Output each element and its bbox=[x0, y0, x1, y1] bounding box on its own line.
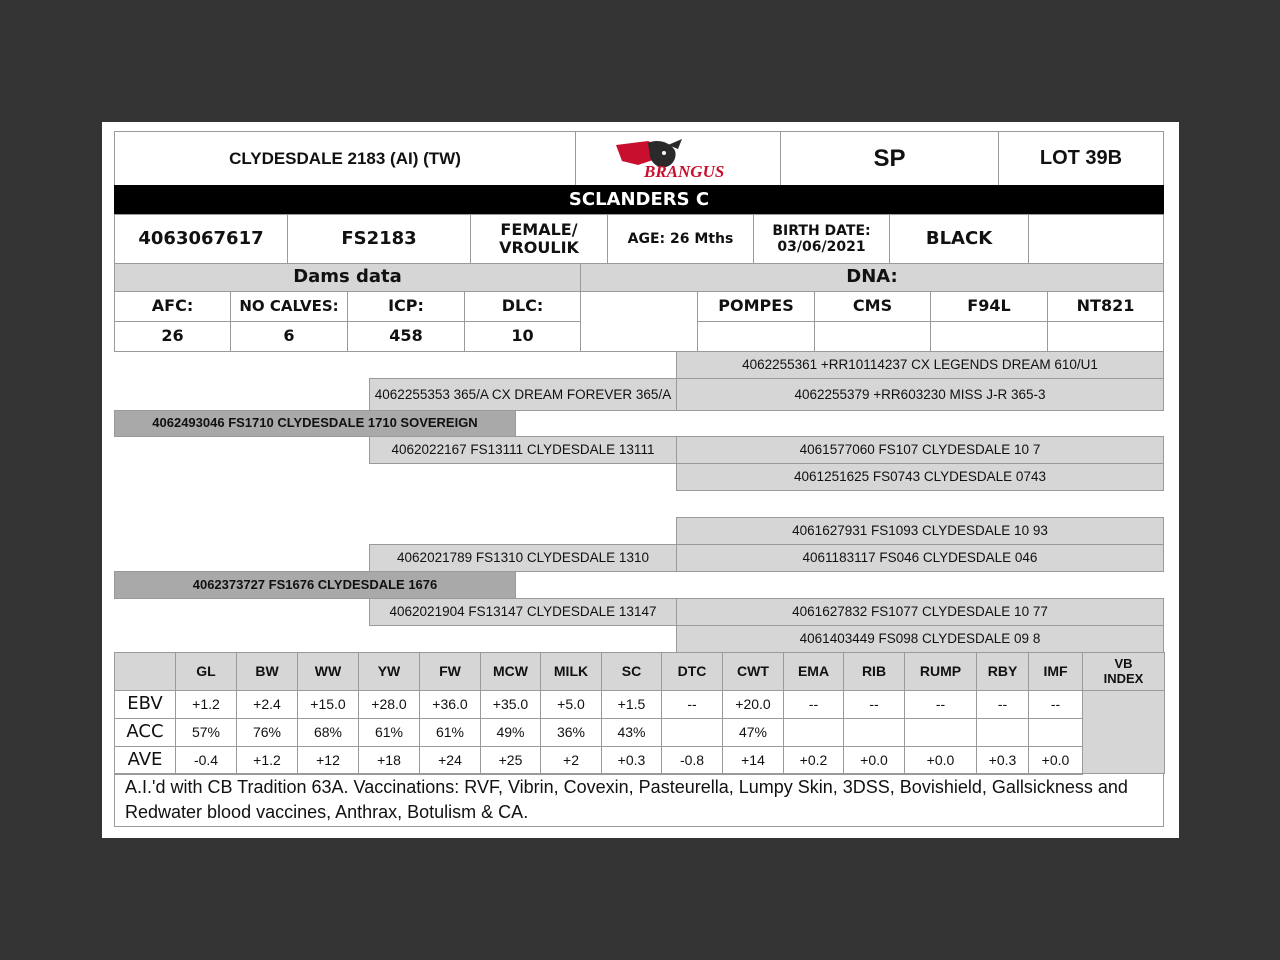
dams-value-dlc: 10 bbox=[464, 321, 581, 352]
ebv-header-dtc: DTC bbox=[661, 652, 723, 691]
ebv-cell: 68% bbox=[297, 718, 359, 747]
ebv-header-rib: RIB bbox=[843, 652, 905, 691]
pedigree-dd-sire: 4061627832 FS1077 CLYDESDALE 10 77 bbox=[676, 598, 1164, 626]
dna-title: DNA: bbox=[580, 263, 1164, 292]
notes: A.I.'d with CB Tradition 63A. Vaccinations: RVF, Vibrin, Covexin, Pasteurella, Lumpy Skin, 3DSS, Bovishield, Gallsickness and Redwater blood vaccines, Anthrax, Botulism & CA. bbox=[114, 773, 1164, 827]
ebv-cell: +0.2 bbox=[783, 746, 844, 775]
ebv-header-gl: GL bbox=[175, 652, 237, 691]
ebv-cell: +18 bbox=[358, 746, 420, 775]
ebv-row-label: EBV bbox=[114, 690, 176, 719]
animal-age: AGE: 26 Mths bbox=[607, 214, 754, 264]
dna-blank bbox=[580, 291, 698, 352]
ebv-row-label: ACC bbox=[114, 718, 176, 747]
dams-header-dlc: DLC: bbox=[464, 291, 581, 322]
ebv-cell: 61% bbox=[358, 718, 420, 747]
pedigree-ds-dam: 4061183117 FS046 CLYDESDALE 046 bbox=[676, 544, 1164, 572]
ebv-cell bbox=[904, 718, 977, 747]
ebv-header-fw: FW bbox=[419, 652, 481, 691]
dna-header-f94l: F94L bbox=[930, 291, 1048, 322]
birth-value: 03/06/2021 bbox=[777, 239, 866, 255]
dna-header-pompes: POMPES bbox=[697, 291, 815, 322]
brand-logo bbox=[575, 131, 781, 186]
pedigree-sd-sire: 4061577060 FS107 CLYDESDALE 10 7 bbox=[676, 436, 1164, 464]
ebv-header-sc: SC bbox=[601, 652, 662, 691]
ebv-cell: +24 bbox=[419, 746, 481, 775]
ebv-cell: +36.0 bbox=[419, 690, 481, 719]
ebv-cell: +2 bbox=[540, 746, 602, 775]
ebv-cell bbox=[843, 718, 905, 747]
dna-value-f94l bbox=[930, 321, 1048, 352]
ebv-cell: +14 bbox=[722, 746, 784, 775]
ebv-cell: +1.2 bbox=[175, 690, 237, 719]
ebv-header-cwt: CWT bbox=[722, 652, 784, 691]
ebv-cell: 61% bbox=[419, 718, 481, 747]
ebv-header-mcw: MCW bbox=[480, 652, 541, 691]
dams-value-icp: 458 bbox=[347, 321, 465, 352]
ebv-cell: +0.0 bbox=[904, 746, 977, 775]
ebv-cell: +1.2 bbox=[236, 746, 298, 775]
ebv-cell: 76% bbox=[236, 718, 298, 747]
pedigree-dam: 4062373727 FS1676 CLYDESDALE 1676 bbox=[114, 571, 516, 599]
ebv-cell: -- bbox=[843, 690, 905, 719]
pedigree-dam-dam: 4062021904 FS13147 CLYDESDALE 13147 bbox=[369, 598, 677, 626]
lot-card bbox=[102, 122, 1179, 838]
ebv-header-rump: RUMP bbox=[904, 652, 977, 691]
ebv-cell: -- bbox=[1028, 690, 1083, 719]
dna-header-nt821: NT821 bbox=[1047, 291, 1164, 322]
dna-header-cms: CMS bbox=[814, 291, 931, 322]
ebv-row-label: AVE bbox=[114, 746, 176, 775]
birth-date bbox=[753, 214, 890, 264]
ebv-cell: 43% bbox=[601, 718, 662, 747]
dna-value-nt821 bbox=[1047, 321, 1164, 352]
ebv-cell: +1.5 bbox=[601, 690, 662, 719]
category-badge: SP bbox=[780, 131, 999, 186]
index-line2: INDEX bbox=[1103, 670, 1144, 686]
ebv-header-ww: WW bbox=[297, 652, 359, 691]
pedigree-dam-sire: 4062021789 FS1310 CLYDESDALE 1310 bbox=[369, 544, 677, 572]
animal-id: 4063067617 bbox=[114, 214, 288, 264]
ebv-cell bbox=[783, 718, 844, 747]
ebv-cell: +0.3 bbox=[976, 746, 1029, 775]
index-line1: VB bbox=[1114, 655, 1133, 671]
pedigree-ss-dam: 4062255379 +RR603230 MISS J-R 365-3 bbox=[676, 378, 1164, 411]
dams-header-icp: ICP: bbox=[347, 291, 465, 322]
ebv-cell: +15.0 bbox=[297, 690, 359, 719]
dna-value-pompes bbox=[697, 321, 815, 352]
ebv-cell bbox=[661, 718, 723, 747]
animal-tag: FS2183 bbox=[287, 214, 471, 264]
ebv-cell: -- bbox=[904, 690, 977, 719]
animal-color: BLACK bbox=[889, 214, 1029, 264]
pedigree-ss-sire: 4062255361 +RR10114237 CX LEGENDS DREAM 610/U1 bbox=[676, 351, 1164, 379]
ebv-cell bbox=[976, 718, 1029, 747]
info-extra bbox=[1028, 214, 1164, 264]
dams-title: Dams data bbox=[114, 263, 581, 292]
sex-line1: FEMALE/ bbox=[500, 219, 578, 239]
ebv-header-rby: RBY bbox=[976, 652, 1029, 691]
animal-sex bbox=[470, 214, 608, 264]
ebv-cell: 47% bbox=[722, 718, 784, 747]
ebv-cell: 57% bbox=[175, 718, 237, 747]
ebv-cell: +25 bbox=[480, 746, 541, 775]
animal-name: CLYDESDALE 2183 (AI) (TW) bbox=[114, 131, 576, 186]
pedigree-ds-sire: 4061627931 FS1093 CLYDESDALE 10 93 bbox=[676, 517, 1164, 545]
ebv-cell: -0.4 bbox=[175, 746, 237, 775]
ebv-cell: +5.0 bbox=[540, 690, 602, 719]
ebv-cell: +0.0 bbox=[1028, 746, 1083, 775]
dna-value-cms bbox=[814, 321, 931, 352]
ebv-header-imf: IMF bbox=[1028, 652, 1083, 691]
brangus-logo-icon bbox=[608, 137, 748, 181]
ebv-header-ema: EMA bbox=[783, 652, 844, 691]
lot-number: LOT 39B bbox=[998, 131, 1164, 186]
ebv-cell: 36% bbox=[540, 718, 602, 747]
ebv-cell: +2.4 bbox=[236, 690, 298, 719]
ebv-cell: -- bbox=[783, 690, 844, 719]
ebv-cell: +0.0 bbox=[843, 746, 905, 775]
ebv-cell: -- bbox=[976, 690, 1029, 719]
ebv-cell: 49% bbox=[480, 718, 541, 747]
ebv-header-milk: MILK bbox=[540, 652, 602, 691]
ebv-cell: +12 bbox=[297, 746, 359, 775]
ebv-cell: -- bbox=[661, 690, 723, 719]
pedigree-sire-sire: 4062255353 365/A CX DREAM FOREVER 365/A bbox=[369, 378, 677, 411]
svg-text:BRANGUS: BRANGUS bbox=[644, 161, 725, 181]
dams-value-afc: 26 bbox=[114, 321, 231, 352]
ebv-header-corner bbox=[114, 652, 176, 691]
ebv-cell: +35.0 bbox=[480, 690, 541, 719]
ebv-cell: -0.8 bbox=[661, 746, 723, 775]
birth-label: BIRTH DATE: bbox=[772, 222, 871, 239]
ebv-cell: +28.0 bbox=[358, 690, 420, 719]
ebv-header-yw: YW bbox=[358, 652, 420, 691]
ebv-header-index bbox=[1082, 652, 1165, 691]
dams-header-calves: NO CALVES: bbox=[230, 291, 348, 322]
ebv-header-bw: BW bbox=[236, 652, 298, 691]
ebv-cell: +0.3 bbox=[601, 746, 662, 775]
ebv-cell: +20.0 bbox=[722, 690, 784, 719]
pedigree-sire: 4062493046 FS1710 CLYDESDALE 1710 SOVEREIGN bbox=[114, 410, 516, 437]
pedigree-sire-dam: 4062022167 FS13111 CLYDESDALE 13111 bbox=[369, 436, 677, 464]
ebv-index-value bbox=[1082, 690, 1165, 774]
dams-header-afc: AFC: bbox=[114, 291, 231, 322]
dams-value-calves: 6 bbox=[230, 321, 348, 352]
pedigree-sd-dam: 4061251625 FS0743 CLYDESDALE 0743 bbox=[676, 463, 1164, 491]
sex-line2: VROULIK bbox=[499, 238, 579, 257]
ebv-cell bbox=[1028, 718, 1083, 747]
pedigree-dd-dam: 4061403449 FS098 CLYDESDALE 09 8 bbox=[676, 625, 1164, 653]
breeder-name: SCLANDERS C bbox=[114, 185, 1164, 215]
